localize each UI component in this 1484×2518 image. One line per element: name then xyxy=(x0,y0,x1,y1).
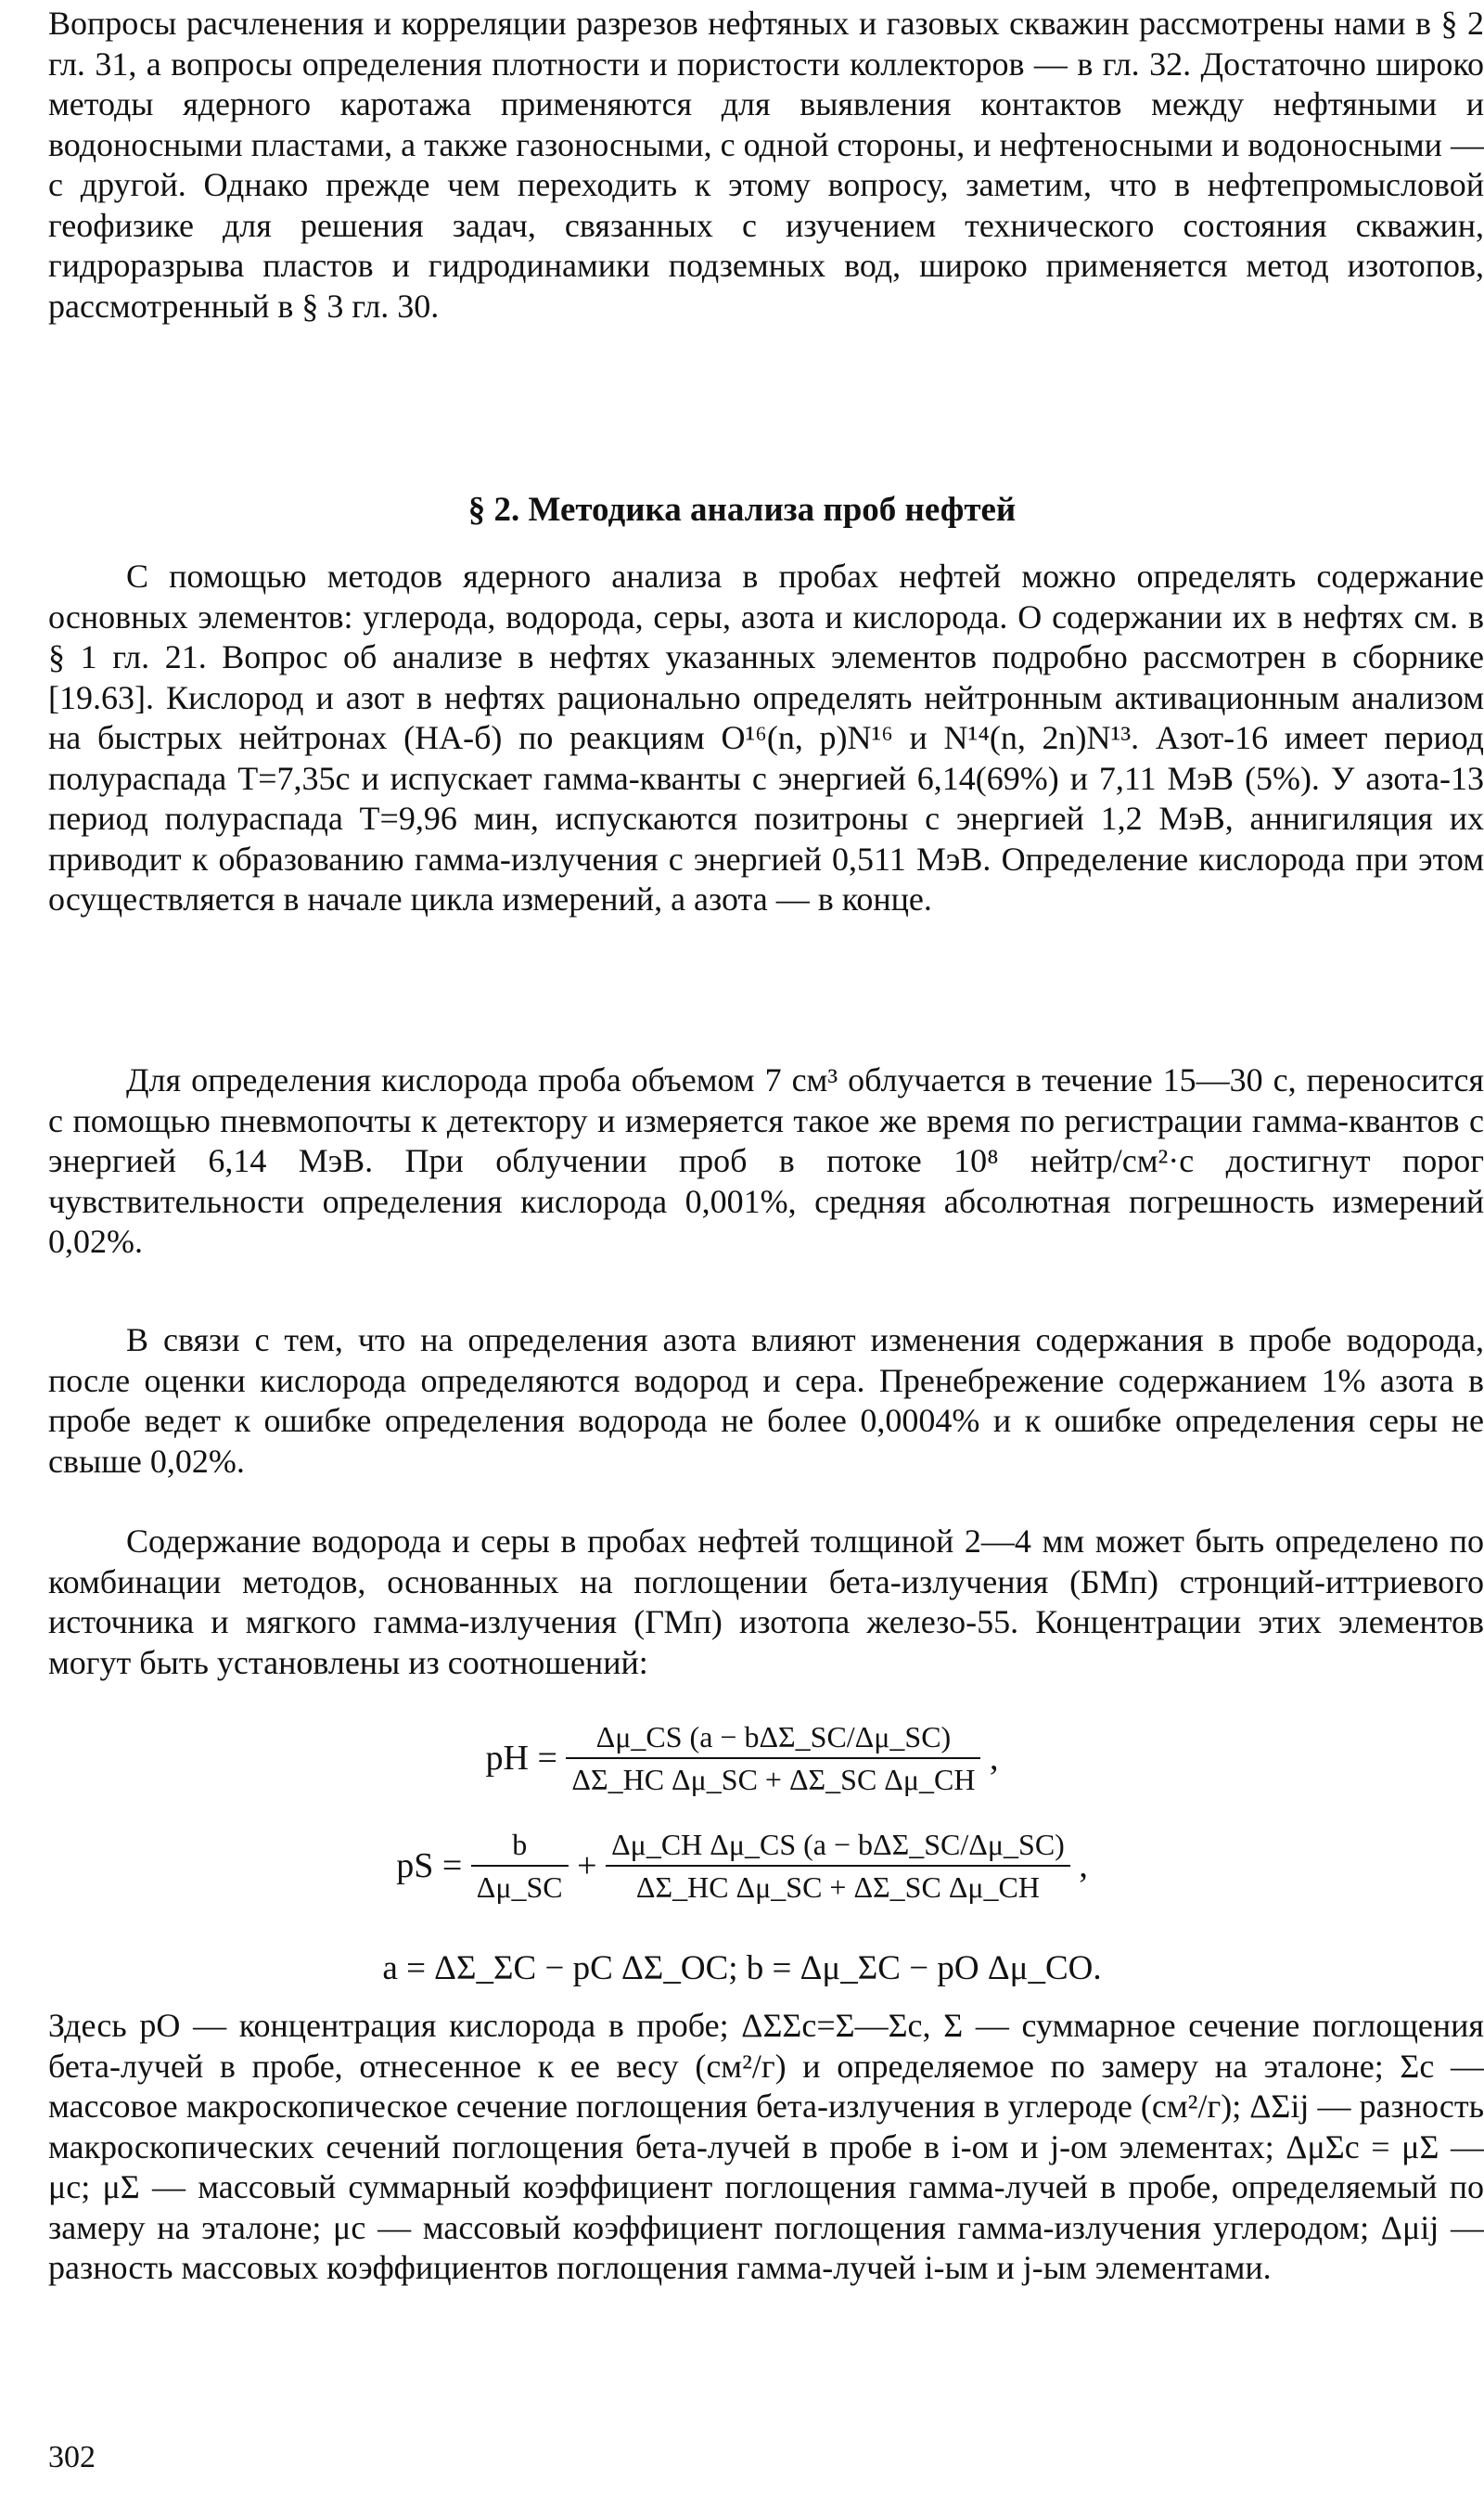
formula-sulfur-first-numerator: b xyxy=(471,1826,569,1867)
formula-sulfur-first-fraction xyxy=(471,1826,569,1906)
formula-sulfur-numerator: Δμ_CH Δμ_CS (a − bΔΣ_SC/Δμ_SC) xyxy=(606,1826,1070,1867)
formula-sulfur xyxy=(0,1826,1484,1906)
formula-sulfur-lhs: pS = xyxy=(396,1846,463,1885)
page-number: 302 xyxy=(48,2440,96,2474)
formula-sulfur-first-denominator: Δμ_SC xyxy=(476,1870,563,1904)
paragraph-oxygen-determination: Для определения кислорода проба объемом 7 см³ облучается в течение 15—30 с, переносится с помощью пневмопочты к детектору и измеряется такое же время по регистрации гамма-квантов с энергией 6,14 МэВ. При облучении проб в потоке 10⁸ нейтр/см²·с достигнут порог чувствительности определения кислорода 0,001%, средняя абсолютная погрешность измерений 0,02%. xyxy=(48,1061,1484,1260)
paragraph-notation: Здесь pO — концентрация кислорода в пробе; ΔΣΣc=Σ—Σc, Σ — суммарное сечение поглощения бета-лучей в пробе, отнесенное к ее весу (см²/г) и определяемое по замеру на эталоне; Σc — массовое макроскопическое сечение поглощения бета-излучения в углероде (см²/г); ΔΣij — разность макроскопических сечений поглощения бета-лучей в пробе в i-ом и j-ом элементах; ΔμΣc = μΣ — μc; μΣ — массовый суммарный коэффициент поглощения гамма-лучей в пробе, определяемый по замеру на эталоне; μc — массовый коэффициент поглощения гамма-излучения углеродом; Δμij — разность массовых коэффициентов поглощения гамма-лучей i-ым и j-ым элементами. xyxy=(48,2007,1484,2286)
formula-hydrogen-numerator: Δμ_CS (a − bΔΣ_SC/Δμ_SC) xyxy=(566,1718,980,1759)
formula-hydrogen-lhs: pH = xyxy=(485,1739,557,1778)
formula-sulfur-plus: + xyxy=(577,1846,597,1885)
formula-coefficients: a = ΔΣ_ΣC − pC ΔΣ_OC; b = Δμ_ΣC − pO Δμ_CO. xyxy=(382,1949,1102,1987)
formula-hydrogen-denominator: ΔΣ_HC Δμ_SC + ΔΣ_SC Δμ_CH xyxy=(571,1763,976,1796)
formula-hydrogen-tail: , xyxy=(989,1739,999,1778)
paragraph-nitrogen-influence: В связи с тем, что на определения азота влияют изменения содержания в пробе водорода, после оценки кислорода определяются водород и сера. Пренебрежение содержанием 1% азота в пробе ведет к ошибке определения водорода не более 0,0004% и к ошибке определения серы не свыше 0,02%. xyxy=(48,1321,1484,1480)
formula-sulfur-second-fraction xyxy=(606,1826,1070,1906)
formula-hydrogen xyxy=(0,1718,1484,1798)
formula-hydrogen-fraction xyxy=(566,1718,980,1798)
intro-paragraph: Вопросы расчленения и корреляции разрезов нефтяных и газовых скважин рассмотрены нами в § 2 гл. 31, а вопросы определения плотности и пористости коллекторов — в гл. 32. Достаточно широко методы ядерного каротажа применяются для выявления контактов между нефтяными и водоносными пластами, а также газоносными, с одной стороны, и нефтеносными и водоносными — с другой. Однако прежде чем переходить к этому вопросу, заметим, что в нефтепромысловой геофизике для решения задач, связанных с изучением технического состояния скважин, гидроразрыва пластов и гидродинамики подземных вод, широко применяется метод изотопов, рассмотренный в § 3 гл. 30. xyxy=(48,5,1484,325)
formula-sulfur-denominator: ΔΣ_HC Δμ_SC + ΔΣ_SC Δμ_CH xyxy=(635,1870,1040,1904)
paragraph-nuclear-analysis: С помощью методов ядерного анализа в пробах нефтей можно определять содержание основных элементов: углерода, водорода, серы, азота и кислорода. О содержании их в нефтях см. в § 1 гл. 21. Вопрос об анализе в нефтях указанных элементов подробно рассмотрен в сборнике [19.63]. Кислород и азот в нефтях рационально определять нейтронным активационным анализом на быстрых нейтронах (НА-б) по реакциям O¹⁶(n, p)N¹⁶ и N¹⁴(n, 2n)N¹³. Азот-16 имеет период полураспада T=7,35с и испускает гамма-кванты с энергией 6,14(69%) и 7,11 МэВ (5%). У азота-13 период полураспада T=9,96 мин, испускаются позитроны с энергией 1,2 МэВ, аннигиляция их приводит к образованию гамма-излучения с энергией 0,511 МэВ. Определение кислорода при этом осуществляется в начале цикла измерений, а азота — в конце. xyxy=(48,558,1484,918)
formula-sulfur-tail: , xyxy=(1079,1846,1088,1885)
paragraph-hydrogen-sulfur: Содержание водорода и серы в пробах нефтей толщиной 2—4 мм может быть определено по комбинации методов, основанных на поглощении бета-излучения (БМп) стронций-иттриевого источника и мягкого гамма-излучения (ГМп) изотопа железо-55. Концентрации этих элементов могут быть установлены из соотношений: xyxy=(48,1522,1484,1681)
section-heading: § 2. Методика анализа проб нефтей xyxy=(467,491,1017,529)
